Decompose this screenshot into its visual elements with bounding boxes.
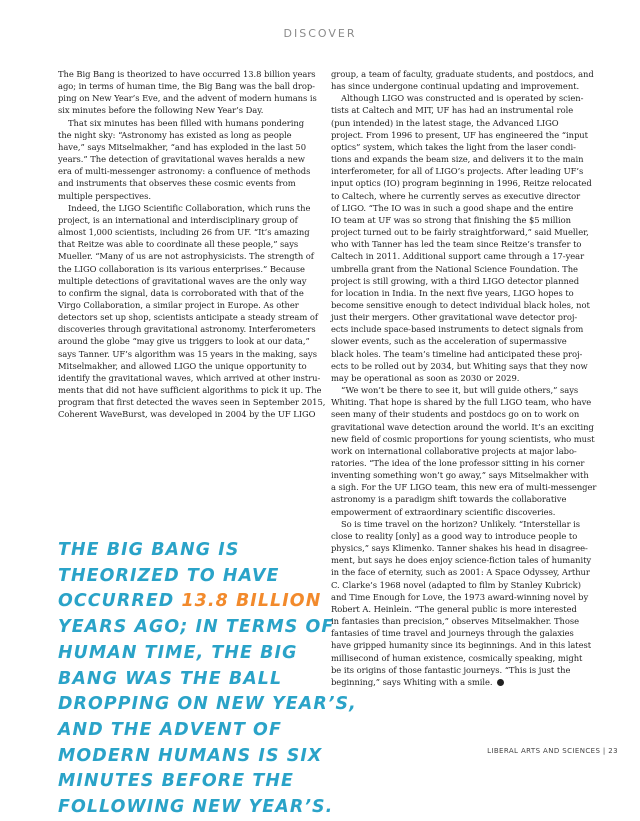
text-line: ratories. “The idea of the lone professor sitting in his corner	[331, 458, 585, 468]
text-line: ment, but says he does enjoy science-fiction tales of humanity	[331, 555, 592, 566]
pull-quote-line: FOLLOWING NEW YEAR’S.	[58, 797, 334, 818]
text-line: that Reitze was able to coordinate all these people,” says	[58, 239, 299, 250]
text-line: who with Tanner has led the team since Reitze’s transfer to	[331, 239, 582, 250]
pull-quote-line: THEORIZED TO HAVE	[58, 565, 280, 586]
text-line: and instruments that observes these cosmic events from	[58, 178, 296, 189]
text-line: have,” says Mitselmakher, “and has exploded in the last 50	[58, 141, 306, 152]
pull-quote-line: BANG WAS THE BALL	[58, 668, 283, 689]
text-line: The Big Bang is theorized to have occurred 13.8 billion years	[58, 69, 316, 79]
pull-quote-line: MINUTES BEFORE THE	[58, 771, 294, 792]
text-line: group, a team of faculty, graduate students, and postdocs, and	[331, 69, 594, 79]
text-line: slower events, such as the acceleration of supermassive	[331, 336, 567, 347]
text-line: astronomy is a paradigm shift towards the collaborative	[331, 494, 567, 505]
text-line: six minutes before the following New Year’s Day.	[58, 105, 264, 116]
article-column-left	[58, 68, 326, 421]
paragraph-6	[331, 384, 599, 518]
text-line: project. From 1996 to present, UF has engineered the “input	[331, 129, 588, 140]
paragraph-3	[58, 202, 326, 421]
page-footer: LIBERAL ARTS AND SCIENCES | 23	[487, 747, 618, 755]
text-line: program that first detected the waves seen in September 2015,	[58, 397, 326, 408]
text-line: input optics (IO) program beginning in 1996, Reitze relocated	[331, 178, 592, 189]
text-line: the night sky: “Astronomy has existed as long as people	[58, 129, 292, 140]
text-line: identify the gravitational waves, which arrived at other instru-	[58, 372, 321, 383]
text-line: Although LIGO was constructed and is operated by scien-	[341, 93, 584, 104]
text-line: close to reality [only] as a good way to introduce people to	[331, 530, 578, 541]
text-line: umbrella grant from the National Science Foundation. The	[331, 263, 578, 274]
text-line: new field of cosmic proportions for young scientists, who must	[331, 433, 595, 444]
text-line: says Tanner. UF’s algorithm was 15 years in the making, says	[58, 348, 317, 359]
text-line: black holes. The team’s timeline had anticipated these proj-	[331, 348, 583, 359]
text-line: just their mergers. Other gravitational wave detector proj-	[331, 312, 578, 323]
text-line	[331, 676, 599, 688]
text-line: gravitational wave detection around the world. It’s an exciting	[331, 421, 594, 432]
text-line: in the face of eternity, such as 2001: A Space Odyssey, Arthur	[331, 567, 590, 578]
text-line: empowerment of extraordinary scientific discoveries.	[331, 506, 556, 517]
text-line: ments that did not have sufficient algorithms to pick it up. The	[58, 385, 322, 396]
text-line: may be operational as soon as 2030 or 2029.	[331, 372, 520, 383]
text-line: for location in India. In the next five years, LIGO hopes to	[331, 287, 574, 298]
text-line: C. Clarke’s 1968 novel (adapted to film by Stanley Kubrick)	[331, 579, 581, 590]
text-line: work on international collaborative projects at major labo-	[331, 445, 577, 456]
paragraph-7	[331, 518, 599, 688]
text-line: IO team at UF was so strong that finishing the $5 million	[331, 214, 571, 225]
text-line: a sigh. For the UF LIGO team, this new era of multi-messenger	[331, 482, 597, 493]
text-line: That six minutes has been filled with humans pondering	[68, 117, 305, 128]
text-line: Indeed, the LIGO Scientific Collaboration, which runs the	[68, 202, 311, 213]
text-line: Robert A. Heinlein. “The general public is more interested	[331, 603, 577, 614]
text-line: era of multi-messenger astronomy: a confluence of methods	[58, 166, 311, 177]
paragraph-5	[331, 92, 599, 384]
pull-quote-line: DROPPING ON NEW YEAR’S,	[58, 694, 357, 715]
text-line: ects include space-based instruments to detect signals from	[331, 324, 584, 335]
text-line: and Time Enough for Love, the 1973 award-winning novel by	[331, 591, 589, 602]
text-line: optics” system, which takes the light from the laser condi-	[331, 141, 576, 152]
text-line: fantasies of time travel and journeys through the galaxies	[331, 628, 574, 639]
text-line: be its origins of those fantastic journeys. “This is just the	[331, 664, 571, 675]
paragraph-4	[331, 68, 599, 92]
text-line: to Caltech, where he currently serves as executive director	[331, 190, 581, 201]
text-line: Caltech in 2011. Additional support came through a 17-year	[331, 251, 585, 262]
text-line: to confirm the signal, data is corroborated with that of the	[58, 287, 304, 298]
text-line: “We won’t be there to see it, but will guide others,” says	[341, 385, 579, 396]
pull-quote-line: HUMAN TIME, THE BIG	[58, 642, 298, 663]
text-line: Coherent WaveBurst, was developed in 2004 by the UF LIGO	[58, 409, 316, 420]
text-line: multiple detections of gravitational waves are the only way	[58, 275, 307, 286]
pull-quote-line: THE BIG BANG IS	[58, 540, 240, 560]
text-line: interferometer, for all of LIGO’s projects. After leading UF’s	[331, 166, 584, 177]
text-line: ping on New Year’s Eve, and the advent of modern humans is	[58, 93, 317, 104]
text-line: millisecond of human existence, cosmically speaking, might	[331, 652, 583, 663]
text-line: ago; in terms of human time, the Big Bang was the ball drop-	[58, 81, 315, 92]
text-line: of LIGO. “The IO was in such a good shape and the entire	[331, 202, 574, 213]
text-line: become sensitive enough to detect individual black holes, not	[331, 299, 590, 310]
pull-quote-line	[58, 589, 328, 615]
pull-quote-line: MODERN HUMANS IS SIX	[58, 745, 323, 766]
section-header: DISCOVER	[283, 27, 357, 40]
text-line: So is time travel on the horizon? Unlikely. “Interstellar is	[341, 518, 581, 529]
text-line: tions and expands the beam size, and delivers it to the main	[331, 154, 584, 165]
paragraph-1	[58, 68, 322, 117]
text-line: years.” The detection of gravitational waves heralds a new	[58, 154, 305, 165]
text-line: inventing something won’t go away,” says Mitselmakher with	[331, 470, 589, 481]
text-fragment: beginning,” says Whiting with a smile.	[331, 676, 493, 687]
text-line: ects to be rolled out by 2034, but Whiting says that they now	[331, 360, 588, 371]
text-line: (pun intended) in the latest stage, the Advanced LIGO	[331, 117, 559, 128]
text-line: has since undergone continual updating and improvement.	[331, 81, 580, 92]
paragraph-2	[58, 117, 322, 202]
text-line: in fantasies than precision,” observes Mitselmakher. Those	[331, 616, 579, 627]
text-line: project, is an international and interdisciplinary group of	[58, 214, 298, 225]
text-line: Mitselmakher, and allowed LIGO the unique opportunity to	[58, 360, 307, 371]
text-line: around the globe “may give us triggers to look at our data,”	[58, 336, 310, 347]
text-line: project turned out to be fairly straightforward,” said Mueller,	[331, 227, 589, 238]
text-line: Whiting. That hope is shared by the full LIGO team, who have	[331, 397, 592, 408]
text-line: tists at Caltech and MIT, UF has had an instrumental role	[331, 105, 574, 116]
pull-quote-text: OCCURRED	[58, 591, 182, 612]
text-line: almost 1,000 scientists, including 26 from UF. “It’s amazing	[58, 227, 310, 238]
text-line: detectors set up shop, scientists anticipate a steady stream of	[58, 312, 318, 323]
text-line: physics,” says Klimenko. Tanner shakes his head in disagree-	[331, 543, 588, 554]
text-line: have gripped humanity since its beginnings. And in this latest	[331, 640, 592, 651]
pull-quote-line: AND THE ADVENT OF	[58, 719, 282, 740]
text-line: seen many of their students and postdocs go on to work on	[331, 409, 580, 420]
text-line: discoveries through gravitational astronomy. Interferometers	[58, 324, 316, 335]
text-line: Virgo Collaboration, a similar project in Europe. As other	[58, 299, 299, 310]
text-line: multiple perspectives.	[58, 190, 151, 201]
end-of-article-mark-icon	[497, 679, 504, 686]
text-line: project is still growing, with a third LIGO detector planned	[331, 275, 580, 286]
text-line: Mueller. “Many of us are not astrophysicists. The strength of	[58, 251, 314, 262]
pull-quote-line: YEARS AGO; IN TERMS OF	[58, 617, 335, 638]
text-line: the LIGO collaboration is its various enterprises.” Because	[58, 263, 305, 274]
pull-quote-highlight: 13.8 BILLION	[181, 591, 322, 612]
article-column-right	[331, 68, 599, 688]
pull-quote	[58, 538, 357, 821]
